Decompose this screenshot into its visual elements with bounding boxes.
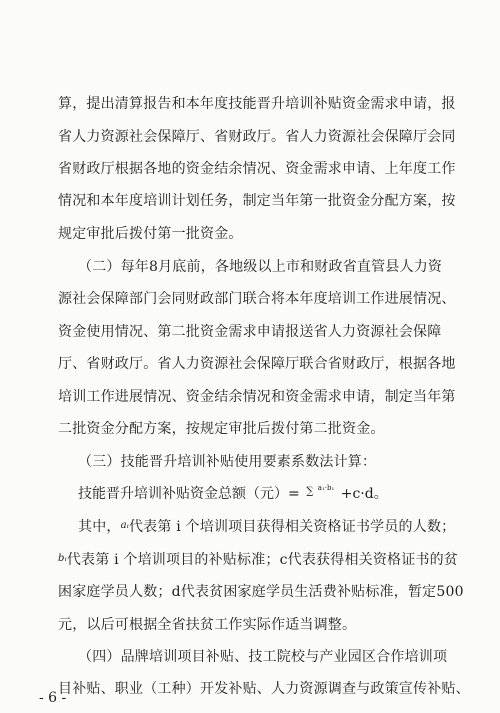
- paragraph-1-line-1: 算，提出清算报告和本年度技能晋升培训补贴资金需求申请，报: [58, 96, 456, 112]
- formula-suffix: +c·d。: [340, 486, 388, 502]
- paragraph-4-line-1: [78, 519, 455, 537]
- paragraph-2-line-2: 源社会保障部门会同财政部门联合将本年度培训工作进展情况、: [58, 291, 456, 307]
- paragraph-2-line-6: 二批资金分配方案，按规定审批后拨付第二批资金。: [58, 421, 385, 437]
- paragraph-1-line-4: 情况和本年度培训计划任务，制定当年第一批资金分配方案，按: [58, 193, 456, 209]
- symbol-b-i: bᵢ: [58, 553, 67, 564]
- paragraph-5-line-1: （四）品牌培训项目补贴、技工院校与产业园区合作培训项: [78, 649, 448, 665]
- paragraph-4-line-2: [58, 552, 458, 570]
- paragraph-4-line-2-text: 代表第 i 个培训项目的补贴标准；c代表获得相关资格证书的贫: [66, 552, 459, 568]
- formula-prefix: 技能晋升培训补贴资金总额（元）=: [78, 486, 300, 502]
- page-number: - 6 -: [39, 690, 67, 706]
- paragraph-1-line-3: 省财政厅根据各地的资金结余情况、资金需求申请、上年度工作: [58, 161, 456, 177]
- formula-sum-expression: [304, 486, 336, 504]
- formula-sigma-symbol: ∑: [306, 486, 314, 497]
- paragraph-1-line-2: 省人力资源社会保障厅、省财政厅。省人力资源社会保障厅会同: [58, 129, 456, 145]
- paragraph-4-line-4: 元，以后可根据全省扶贫工作实际作适当调整。: [58, 617, 357, 633]
- subsection-3-line: （三）技能晋升培训补贴使用要素系数法计算：: [78, 454, 377, 470]
- paragraph-4-line-1-rest: 代表第 i 个培训项目获得相关资格证书学员的人数；: [128, 519, 456, 535]
- paragraph-4-line-3: 困家庭学员人数；d代表贫困家庭学员生活费补贴标准，暂定500: [58, 584, 464, 600]
- symbol-a-i: aᵢ: [120, 520, 129, 531]
- paragraph-2-line-1: （二）每年8月底前，各地级以上市和财政省直管县人力资: [78, 259, 443, 275]
- formula: [78, 486, 388, 504]
- paragraph-4-line-1-prefix: 其中，: [78, 519, 121, 535]
- paragraph-2-line-5: 培训工作进展情况、资金结余情况和资金需求申请，制定当年第: [58, 389, 456, 405]
- paragraph-2-line-3: 资金使用情况、第二批资金需求申请报送省人力资源社会保障: [58, 324, 442, 340]
- paragraph-5-line-2: 目补贴、职业（工种）开发补贴、人力资源调查与政策宣传补贴、: [58, 681, 470, 697]
- paragraph-1-line-5: 规定审批后拨付第一批资金。: [58, 226, 243, 242]
- paragraph-2-line-4: 厅、省财政厅。省人力资源社会保障厅联合省财政厅，根据各地: [58, 356, 456, 372]
- formula-sum-terms: a₁·b₁: [317, 484, 335, 492]
